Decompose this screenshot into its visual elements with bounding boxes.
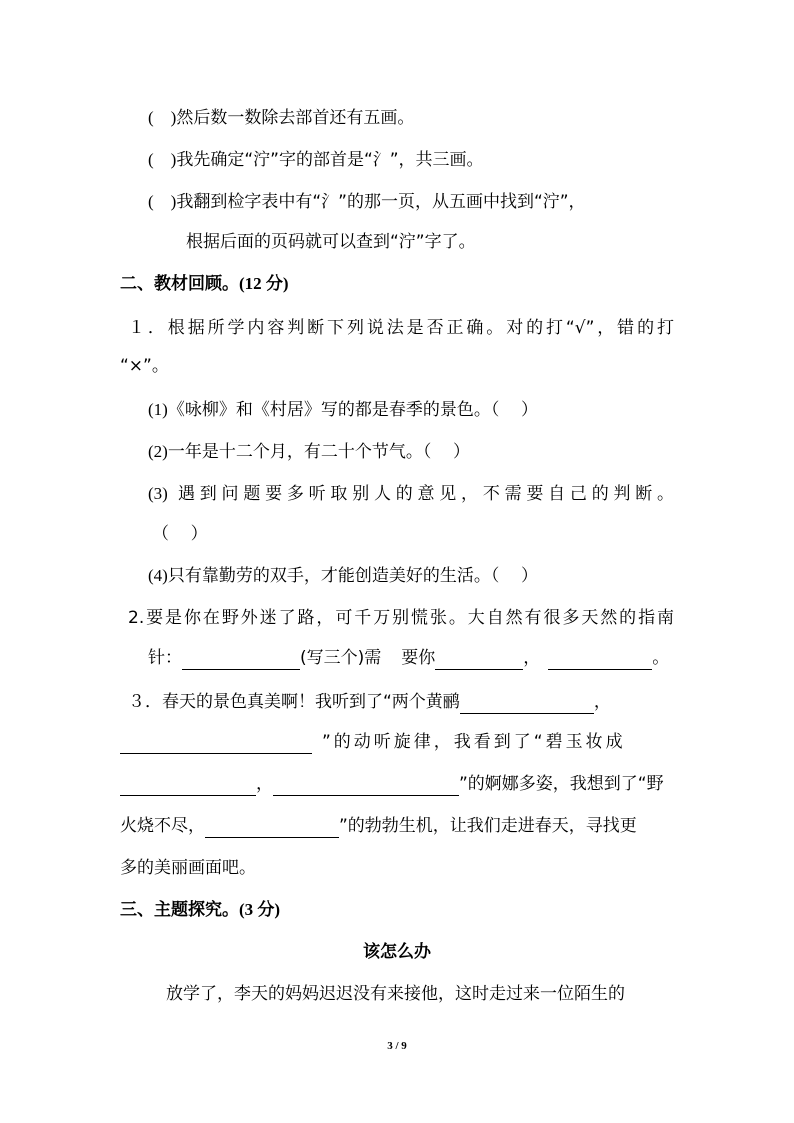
q2-text: ， bbox=[523, 648, 541, 668]
q3-line5: 多的美丽画面吧。 bbox=[120, 858, 256, 878]
q3-line3 bbox=[120, 772, 664, 796]
passage-paragraph: 放学了，李天的妈妈迟迟没有来接他，这时走过来一位陌生的 bbox=[166, 984, 625, 1004]
section-heading-text: 三、主题探究。 bbox=[120, 900, 239, 920]
judge-item-text: 一年是十二个月，有二十个节气。（ ） bbox=[167, 442, 470, 462]
fill-blank[interactable] bbox=[120, 777, 256, 796]
q3-line2 bbox=[120, 730, 626, 754]
q3-line4 bbox=[120, 814, 637, 838]
q2-text: (写三个)需 bbox=[300, 648, 382, 668]
fill-blank[interactable] bbox=[120, 735, 312, 754]
section-heading-2 bbox=[120, 272, 289, 296]
order-item-2 bbox=[148, 148, 484, 172]
judge-item-3-paren[interactable]: （ ） bbox=[152, 524, 208, 544]
judge-item-1 bbox=[148, 398, 538, 422]
judge-item-2 bbox=[148, 440, 470, 464]
answer-paren[interactable]: ( ) bbox=[148, 192, 177, 211]
section-heading-text: 二、教材回顾。 bbox=[120, 274, 239, 294]
order-item-3-continuation: 根据后面的页码就可以查到“泞”字了。 bbox=[186, 232, 476, 252]
q1-prompt-line2: “×”。 bbox=[120, 356, 169, 376]
judge-item-num: (2) bbox=[148, 442, 168, 461]
fill-blank[interactable] bbox=[205, 819, 339, 838]
q3-line1 bbox=[128, 690, 611, 714]
q3-text: ３．春天的景色真美啊！我听到了“两个黄鹂 bbox=[128, 692, 460, 712]
section-heading-3 bbox=[120, 898, 280, 922]
order-item-1 bbox=[148, 106, 414, 130]
judge-item-text: 遇到问题要多听取别人的意见，不需要自己的判断。 bbox=[178, 484, 675, 504]
q3-text: ”的动听旋律，我看到了“碧玉妆成 bbox=[322, 732, 626, 752]
q2-text: 针： bbox=[148, 648, 182, 668]
judge-item-3 bbox=[148, 482, 674, 506]
q2-text: 要你 bbox=[401, 648, 436, 668]
judge-item-text: 《咏柳》和《村居》写的都是春季的景色。（ ） bbox=[167, 400, 538, 420]
order-item-3 bbox=[148, 190, 586, 214]
answer-paren[interactable]: ( ) bbox=[148, 108, 177, 127]
q3-text: 火烧不尽， bbox=[120, 816, 205, 836]
q3-text: ， bbox=[593, 692, 611, 712]
fill-blank[interactable] bbox=[435, 651, 523, 670]
fill-blank[interactable] bbox=[182, 651, 300, 670]
order-item-text: 我先确定“泞”字的部首是“氵”，共三画。 bbox=[176, 150, 484, 170]
section-score: (3 分) bbox=[239, 900, 281, 919]
fill-blank[interactable] bbox=[548, 651, 652, 670]
judge-item-4 bbox=[148, 564, 538, 588]
judge-item-text: 只有靠勤劳的双手，才能创造美好的生活。（ ） bbox=[167, 566, 538, 586]
order-item-text: 然后数一数除去部首还有五画。 bbox=[176, 108, 415, 128]
q2-prompt-line2 bbox=[148, 646, 669, 670]
passage-title: 该怎么办 bbox=[363, 942, 431, 962]
judge-item-num: (4) bbox=[148, 566, 168, 585]
q3-text: ”的婀娜多姿，我想到了“野 bbox=[459, 774, 664, 794]
judge-item-num: (1) bbox=[148, 400, 168, 419]
page-number: 3 / 9 bbox=[387, 1040, 407, 1052]
fill-blank[interactable] bbox=[460, 695, 594, 714]
q1-prompt-line1: １．根据所学内容判断下列说法是否正确。对的打“√”，错的打 bbox=[128, 318, 674, 338]
order-item-text: 我翻到检字表中有“氵”的那一页，从五画中找到“泞”， bbox=[176, 192, 586, 212]
judge-item-num: (3) bbox=[148, 484, 168, 503]
answer-paren[interactable]: ( ) bbox=[148, 150, 177, 169]
q3-text: ”的勃勃生机，让我们走进春天，寻找更 bbox=[339, 816, 637, 836]
section-score: (12 分) bbox=[239, 274, 289, 293]
q2-prompt-line1: 2.要是你在野外迷了路，可千万别慌张。大自然有很多天然的指南 bbox=[128, 608, 674, 628]
q3-text: ， bbox=[256, 774, 273, 794]
q2-text: 。 bbox=[652, 648, 670, 668]
fill-blank[interactable] bbox=[273, 777, 459, 796]
